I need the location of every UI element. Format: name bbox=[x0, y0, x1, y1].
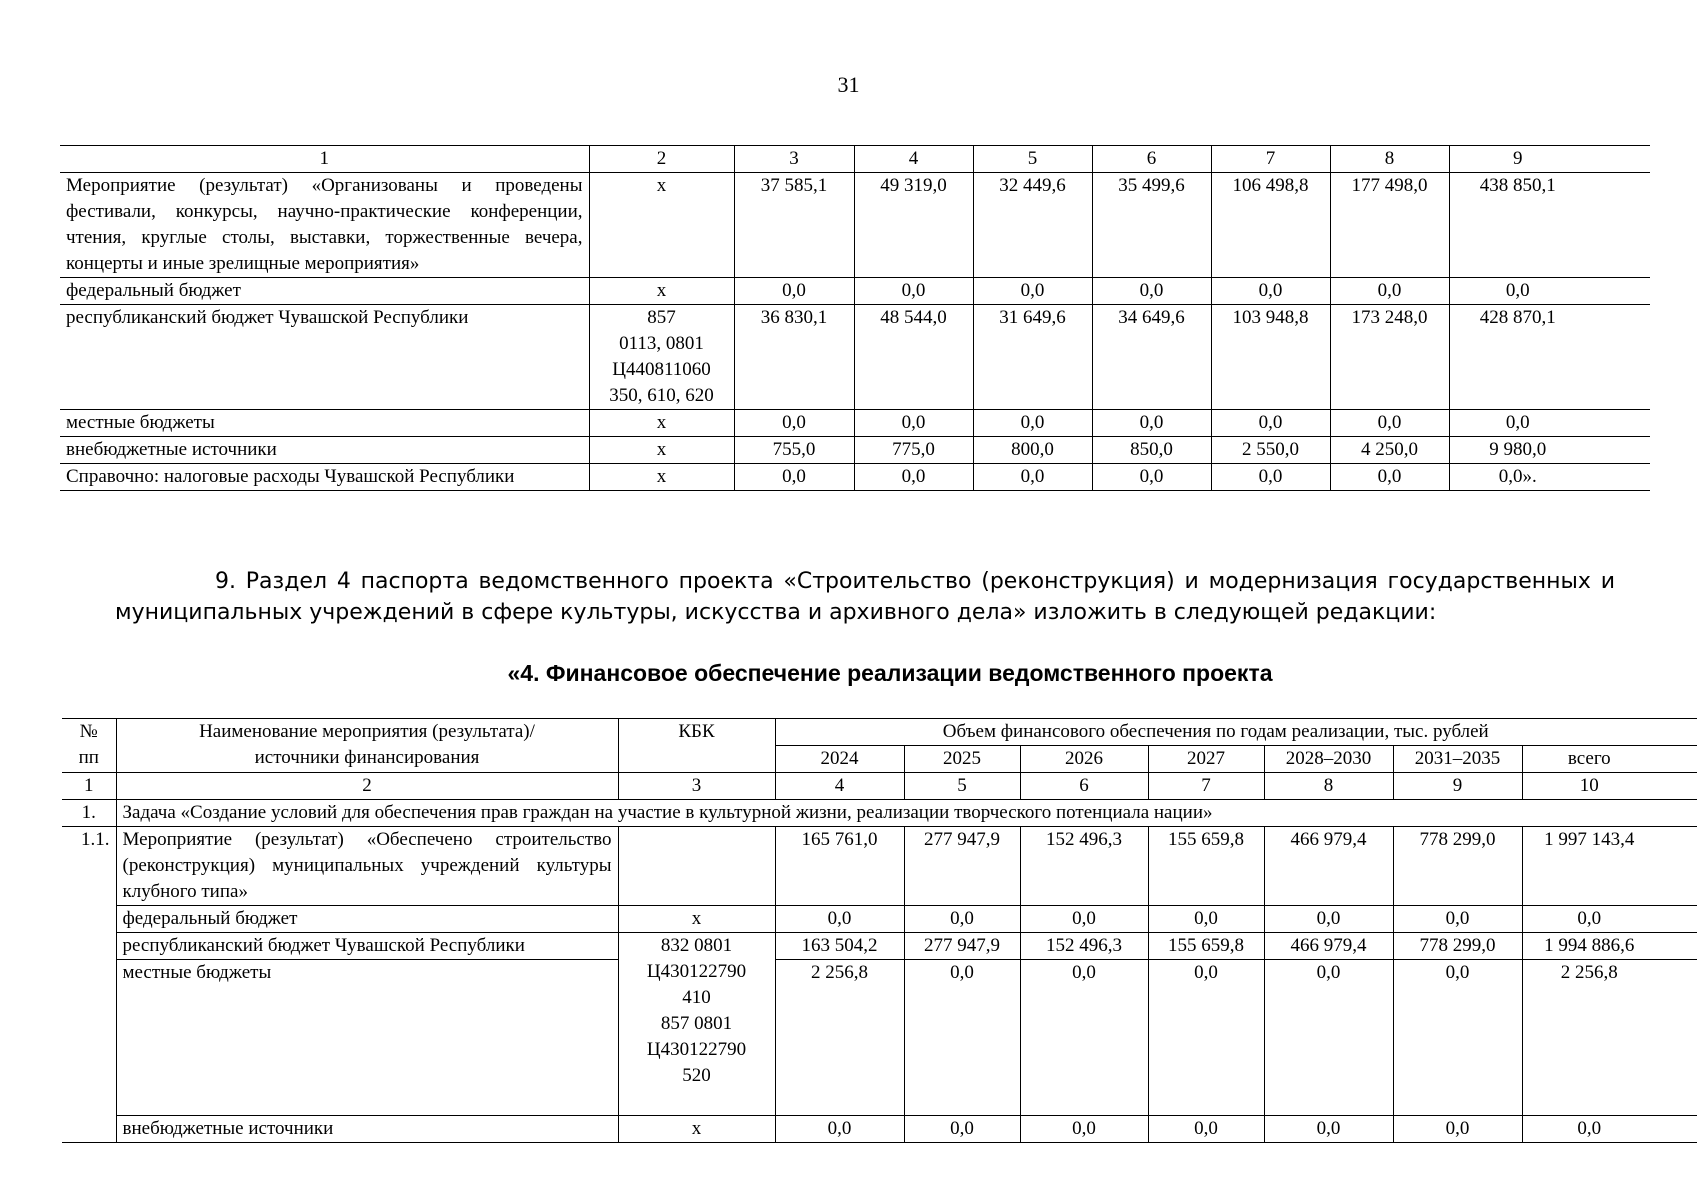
header-cell: 4 bbox=[854, 146, 973, 173]
row-name: внебюджетные источники bbox=[116, 1116, 618, 1143]
value-cell: 0,0 bbox=[1264, 960, 1393, 1116]
value-cell: 0,0 bbox=[775, 1116, 904, 1143]
value-cell: 778 299,0 bbox=[1393, 827, 1522, 906]
number-cell: 9 bbox=[1393, 773, 1522, 800]
row-name: Мероприятие (результат) «Организованы и проведены фестивали, конкурсы, научно-практические конференции, чтения, круглые столы, выставки, торжественные вечера, концерты и иные зрелищные мероприятия» bbox=[60, 173, 589, 278]
number-cell: 6 bbox=[1020, 773, 1148, 800]
row-name: местные бюджеты bbox=[60, 410, 589, 437]
table1-row bbox=[60, 278, 1650, 305]
value-cell: 850,0 bbox=[1092, 437, 1211, 464]
row-kbk: x bbox=[618, 1116, 775, 1143]
value-cell: 775,0 bbox=[854, 437, 973, 464]
value-cell: 0,0 bbox=[1148, 960, 1264, 1116]
table2-row bbox=[62, 933, 1697, 960]
year-cell: 2026 bbox=[1020, 746, 1148, 773]
row-kbk: x bbox=[618, 906, 775, 933]
value-cell: 155 659,8 bbox=[1148, 827, 1264, 906]
value-cell: 428 870,1 bbox=[1449, 305, 1650, 410]
year-cell: 2031–2035 bbox=[1393, 746, 1522, 773]
value-cell: 778 299,0 bbox=[1393, 933, 1522, 960]
section-title: «4. Финансовое обеспечение реализации ведомственного проекта bbox=[507, 660, 1273, 686]
value-cell: 0,0 bbox=[973, 464, 1092, 491]
value-cell: 0,0 bbox=[775, 906, 904, 933]
value-cell: 277 947,9 bbox=[904, 933, 1020, 960]
value-cell: 0,0 bbox=[1211, 464, 1330, 491]
value-cell: 0,0 bbox=[1020, 960, 1148, 1116]
number-cell: 4 bbox=[775, 773, 904, 800]
year-cell: всего bbox=[1522, 746, 1697, 773]
value-cell: 155 659,8 bbox=[1148, 933, 1264, 960]
value-cell: 0,0 bbox=[973, 410, 1092, 437]
value-cell: 103 948,8 bbox=[1211, 305, 1330, 410]
value-cell: 0,0 bbox=[904, 960, 1020, 1116]
value-cell: 755,0 bbox=[734, 437, 854, 464]
header-volume: Объем финансового обеспечения по годам реализации, тыс. рублей bbox=[775, 719, 1697, 746]
row-kbk: x bbox=[589, 464, 734, 491]
value-cell: 0,0 bbox=[1148, 906, 1264, 933]
row-name: Справочно: налоговые расходы Чувашской Республики bbox=[60, 464, 589, 491]
value-cell: 0,0 bbox=[1330, 464, 1449, 491]
row-name: республиканский бюджет Чувашской Республики bbox=[116, 933, 618, 960]
value-cell: 0,0 bbox=[1092, 410, 1211, 437]
row-name: федеральный бюджет bbox=[60, 278, 589, 305]
value-cell: 0,0 bbox=[904, 906, 1020, 933]
value-cell: 466 979,4 bbox=[1264, 933, 1393, 960]
table2-header-row bbox=[62, 719, 1697, 746]
value-cell: 4 250,0 bbox=[1330, 437, 1449, 464]
value-cell: 36 830,1 bbox=[734, 305, 854, 410]
amendment-paragraph: 9. Раздел 4 паспорта ведомственного проекта «Строительство (реконструкция) и модернизация государственных и муниципальных учреждений в сфере культуры, искусства и архивного дела» изложить в следующей редакции: bbox=[115, 569, 1615, 625]
value-cell: 0,0 bbox=[973, 278, 1092, 305]
task-text: Задача «Создание условий для обеспечения прав граждан на участие в культурной жизни, реализации творческого потенциала нации» bbox=[116, 800, 1697, 827]
header-cell: 1 bbox=[60, 146, 589, 173]
value-cell: 163 504,2 bbox=[775, 933, 904, 960]
value-cell: 0,0 bbox=[1264, 906, 1393, 933]
value-cell: 0,0 bbox=[1393, 960, 1522, 1116]
value-cell: 0,0 bbox=[1211, 278, 1330, 305]
value-cell: 0,0 bbox=[854, 464, 973, 491]
item-num: 1.1. bbox=[62, 827, 116, 1143]
header-cell: 8 bbox=[1330, 146, 1449, 173]
table1-row bbox=[60, 437, 1650, 464]
header-name: Наименование мероприятия (результата)/ источники финансирования bbox=[116, 719, 618, 773]
value-cell: 9 980,0 bbox=[1449, 437, 1650, 464]
value-cell: 277 947,9 bbox=[904, 827, 1020, 906]
value-cell: 0,0 bbox=[1211, 410, 1330, 437]
table2-numbers-row bbox=[62, 773, 1697, 800]
row-name: республиканский бюджет Чувашской Республики bbox=[60, 305, 589, 410]
header-cell: 6 bbox=[1092, 146, 1211, 173]
row-name: федеральный бюджет bbox=[116, 906, 618, 933]
value-cell: 34 649,6 bbox=[1092, 305, 1211, 410]
number-cell: 8 bbox=[1264, 773, 1393, 800]
value-cell: 106 498,8 bbox=[1211, 173, 1330, 278]
value-cell: 0,0 bbox=[1020, 1116, 1148, 1143]
value-cell: 32 449,6 bbox=[973, 173, 1092, 278]
value-cell: 0,0 bbox=[854, 278, 973, 305]
number-cell: 5 bbox=[904, 773, 1020, 800]
value-cell: 0,0 bbox=[1020, 906, 1148, 933]
value-cell: 35 499,6 bbox=[1092, 173, 1211, 278]
number-cell: 10 bbox=[1522, 773, 1697, 800]
value-cell: 173 248,0 bbox=[1330, 305, 1449, 410]
value-cell: 177 498,0 bbox=[1330, 173, 1449, 278]
year-cell: 2024 bbox=[775, 746, 904, 773]
header-cell: 3 bbox=[734, 146, 854, 173]
row-name: местные бюджеты bbox=[116, 960, 618, 1116]
year-cell: 2027 bbox=[1148, 746, 1264, 773]
header-cell: 2 bbox=[589, 146, 734, 173]
table2-row bbox=[62, 906, 1697, 933]
table2-row bbox=[62, 960, 1697, 1116]
value-cell: 0,0 bbox=[1148, 1116, 1264, 1143]
value-cell: 0,0 bbox=[1330, 410, 1449, 437]
task-num: 1. bbox=[62, 800, 116, 827]
value-cell: 0,0 bbox=[734, 410, 854, 437]
value-cell: 37 585,1 bbox=[734, 173, 854, 278]
funding-table-continued bbox=[60, 145, 1650, 491]
page-number: 31 bbox=[837, 72, 860, 97]
table1-row bbox=[60, 305, 1650, 410]
value-cell: 0,0 bbox=[1522, 1116, 1697, 1143]
row-kbk: x bbox=[589, 437, 734, 464]
row-kbk: x bbox=[589, 410, 734, 437]
value-cell: 0,0 bbox=[734, 464, 854, 491]
row-kbk bbox=[618, 827, 775, 906]
value-cell: 0,0». bbox=[1449, 464, 1650, 491]
value-cell: 0,0 bbox=[1330, 278, 1449, 305]
value-cell: 0,0 bbox=[854, 410, 973, 437]
task-row bbox=[62, 800, 1697, 827]
value-cell: 0,0 bbox=[1393, 1116, 1522, 1143]
row-name: Мероприятие (результат) «Обеспечено строительство (реконструкция) муниципальных учреждений культуры клубного типа» bbox=[116, 827, 618, 906]
value-cell: 152 496,3 bbox=[1020, 933, 1148, 960]
header-cell: 9 bbox=[1449, 146, 1650, 173]
number-cell: 2 bbox=[116, 773, 618, 800]
value-cell: 0,0 bbox=[1092, 278, 1211, 305]
value-cell: 0,0 bbox=[734, 278, 854, 305]
row-kbk: x bbox=[589, 278, 734, 305]
value-cell: 0,0 bbox=[1449, 278, 1650, 305]
value-cell: 1 994 886,6 bbox=[1522, 933, 1697, 960]
table2-row bbox=[62, 827, 1697, 906]
table2-row bbox=[62, 1116, 1697, 1143]
row-kbk: 832 0801 Ц430122790 410 857 0801 Ц430122790 520 bbox=[618, 933, 775, 1116]
value-cell: 152 496,3 bbox=[1020, 827, 1148, 906]
value-cell: 1 997 143,4 bbox=[1522, 827, 1697, 906]
value-cell: 2 550,0 bbox=[1211, 437, 1330, 464]
year-cell: 2028–2030 bbox=[1264, 746, 1393, 773]
value-cell: 0,0 bbox=[1092, 464, 1211, 491]
value-cell: 438 850,1 bbox=[1449, 173, 1650, 278]
row-kbk: x bbox=[589, 173, 734, 278]
table1-row bbox=[60, 464, 1650, 491]
number-cell: 1 bbox=[62, 773, 116, 800]
value-cell: 49 319,0 bbox=[854, 173, 973, 278]
value-cell: 165 761,0 bbox=[775, 827, 904, 906]
value-cell: 0,0 bbox=[904, 1116, 1020, 1143]
value-cell: 2 256,8 bbox=[1522, 960, 1697, 1116]
header-kbk: КБК bbox=[618, 719, 775, 773]
funding-table bbox=[62, 718, 1697, 1143]
table1-header-row bbox=[60, 146, 1650, 173]
value-cell: 800,0 bbox=[973, 437, 1092, 464]
row-kbk: 857 0113, 0801 Ц440811060 350, 610, 620 bbox=[589, 305, 734, 410]
value-cell: 466 979,4 bbox=[1264, 827, 1393, 906]
header-num: № пп bbox=[62, 719, 116, 773]
number-cell: 3 bbox=[618, 773, 775, 800]
table1-row bbox=[60, 173, 1650, 278]
value-cell: 0,0 bbox=[1264, 1116, 1393, 1143]
header-cell: 5 bbox=[973, 146, 1092, 173]
value-cell: 31 649,6 bbox=[973, 305, 1092, 410]
value-cell: 0,0 bbox=[1522, 906, 1697, 933]
value-cell: 48 544,0 bbox=[854, 305, 973, 410]
year-cell: 2025 bbox=[904, 746, 1020, 773]
value-cell: 0,0 bbox=[1393, 906, 1522, 933]
value-cell: 2 256,8 bbox=[775, 960, 904, 1116]
table1-row bbox=[60, 410, 1650, 437]
value-cell: 0,0 bbox=[1449, 410, 1650, 437]
header-cell: 7 bbox=[1211, 146, 1330, 173]
number-cell: 7 bbox=[1148, 773, 1264, 800]
row-name: внебюджетные источники bbox=[60, 437, 589, 464]
